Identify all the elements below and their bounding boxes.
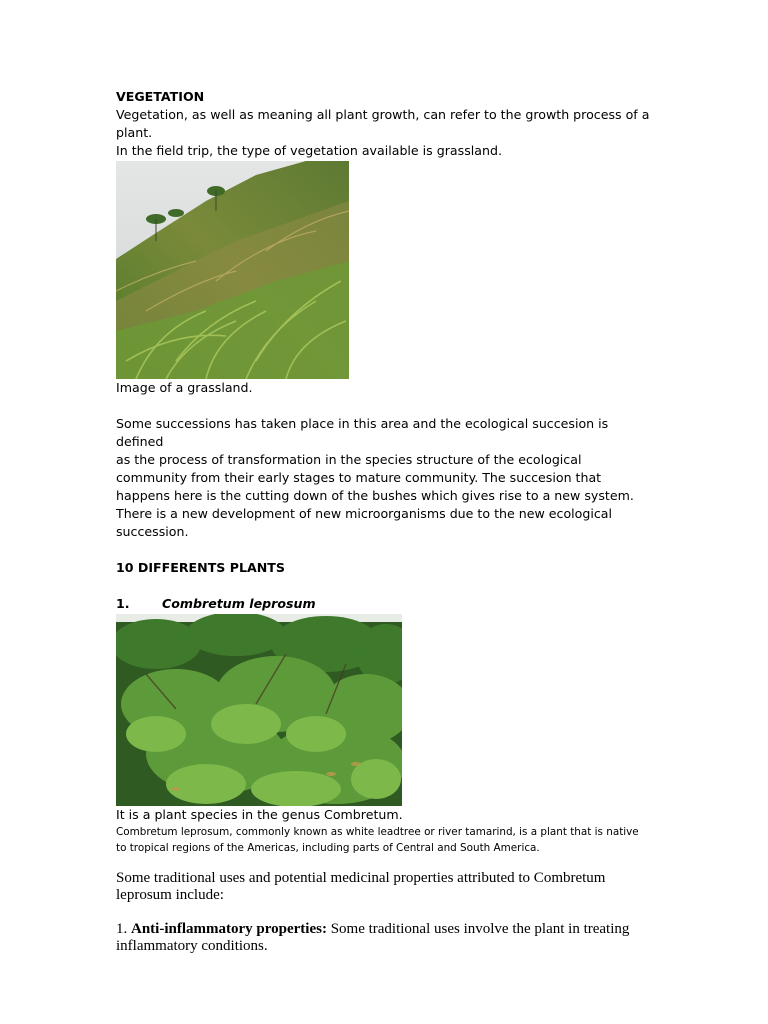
succession-line-3: community from their early stages to mature community. The succesion that [116, 470, 602, 485]
vegetation-line-1: Vegetation, as well as meaning all plant growth, can refer to the growth process of a [116, 107, 650, 122]
grassland-photo [116, 161, 349, 379]
plant-1-heading [116, 595, 656, 613]
grassland-caption: Image of a grassland. [116, 380, 253, 395]
succession-line-4: happens here is the cutting down of the bushes which gives rise to a new system. [116, 488, 634, 503]
succession-line-5: There is a new development of new microorganisms due to the new ecological [116, 506, 612, 521]
vegetation-line-2: plant. [116, 125, 153, 140]
uses-intro-line-1: Some traditional uses and potential medicinal properties attributed to Combretum [116, 870, 606, 886]
use-1-title: Anti-inflammatory properties: [131, 921, 327, 937]
vegetation-heading: VEGETATION [116, 89, 205, 104]
document-page [116, 88, 656, 955]
use-1-text: Some traditional uses involve the plant in treating [326, 921, 630, 937]
uses-intro-line-2: leprosum include: [116, 887, 224, 903]
vegetation-line-3: In the field trip, the type of vegetation available is grassland. [116, 143, 502, 158]
plant-1-description-line-1: Combretum leprosum, commonly known as white leadtree or river tamarind, is a plant that is native [116, 826, 639, 838]
plant-1-caption: It is a plant species in the genus Combretum. [116, 807, 403, 822]
succession-line-2: as the process of transformation in the species structure of the ecological [116, 452, 582, 467]
plant-1-description-line-2: to tropical regions of the Americas, including parts of Central and South America. [116, 842, 540, 854]
use-1-line-1 [116, 921, 656, 938]
combretum-photo [116, 614, 402, 806]
use-1-number: 1. [116, 921, 128, 937]
plant-1-number: 1. [116, 596, 130, 611]
plant-1-name: Combretum leprosum [162, 596, 316, 611]
use-1-line-2: inflammatory conditions. [116, 938, 268, 954]
succession-line-6: succession. [116, 524, 189, 539]
succession-line-1: Some successions has taken place in this area and the ecological succesion is defined [116, 416, 609, 449]
plants-heading: 10 DIFFERENTS PLANTS [116, 560, 285, 575]
